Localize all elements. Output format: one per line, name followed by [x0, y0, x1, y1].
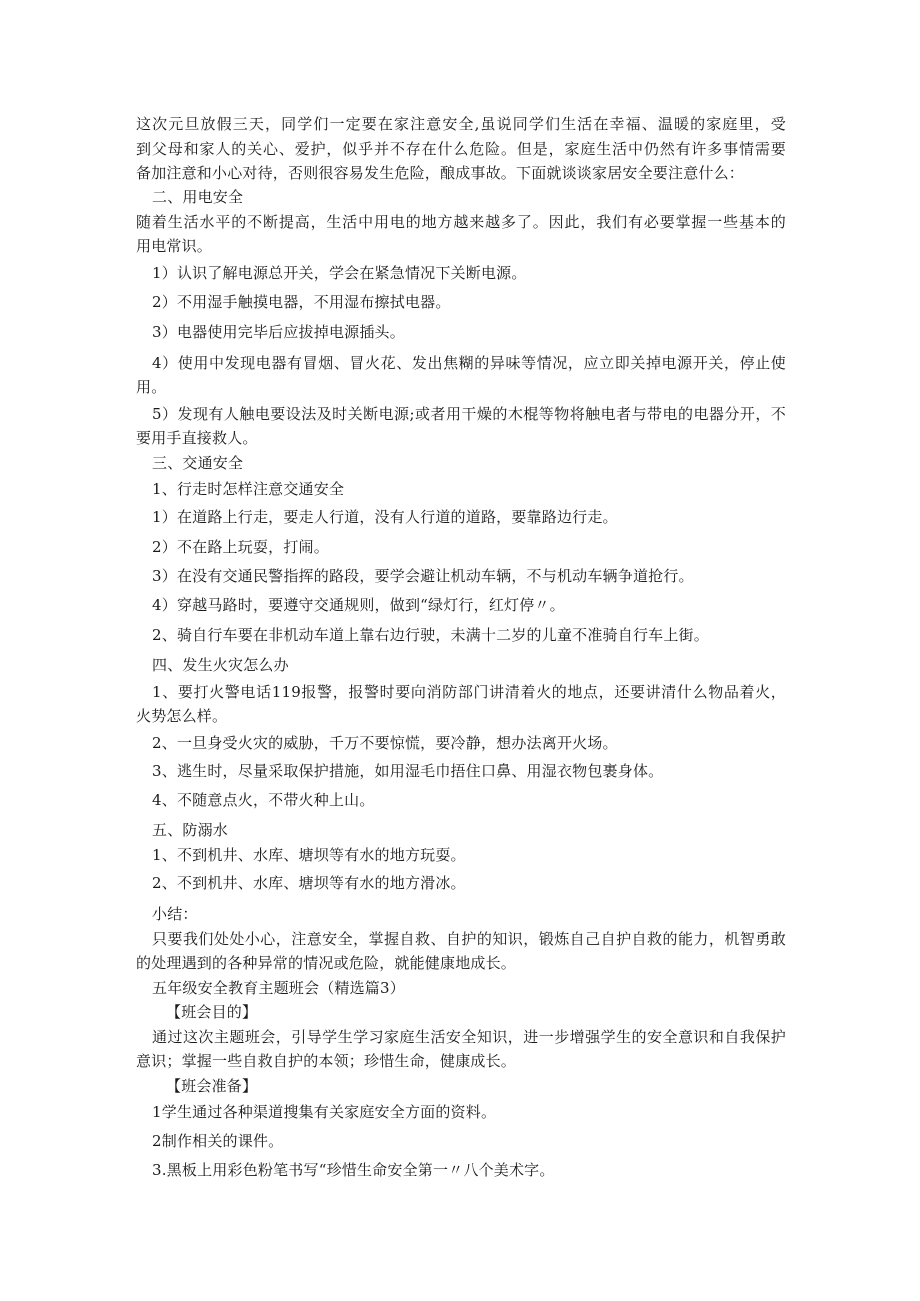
list-item: 2、不到机井、水库、塘坝等有水的地方滑冰。	[152, 874, 466, 892]
list-item: 4、不随意点火，不带火种上山。	[152, 791, 375, 809]
list-item: 5）发现有人触电要设法及时关断电源;或者用干燥的木棍等物将触电者与带电的电器分开，不	[152, 405, 786, 423]
sub-heading: 2、骑自行车要在非机动车道上靠右边行驶，未满十二岁的儿童不准骑自行车上街。	[152, 626, 709, 644]
list-item: 2制作相关的课件。	[152, 1132, 284, 1150]
paragraph-line: 随着生活水平的不断提高，生活中用电的地方越来越多了。因此，我们有必要掌握一些基本的	[136, 213, 786, 231]
list-item: 4）穿越马路时，要遵守交通规则，做到“绿灯行，红灯停〃。	[152, 596, 565, 614]
list-item-continued: 火势怎么样。	[136, 707, 228, 725]
paragraph-line: 意识；掌握一些自救自护的本领；珍惜生命，健康成长。	[136, 1052, 517, 1070]
list-item: 1学生通过各种渠道搜集有关家庭安全方面的资料。	[152, 1103, 497, 1121]
list-item-continued: 要用手直接救人。	[136, 429, 258, 447]
list-item: 1）在道路上行走，要走人行道，没有人行道的道路，要靠路边行走。	[152, 508, 618, 526]
list-item: 1、不到机井、水库、塘坝等有水的地方玩耍。	[152, 846, 466, 864]
list-item: 2）不在路上玩耍，打闹。	[152, 538, 329, 556]
section-heading: 五、防溺水	[152, 821, 229, 839]
paragraph-line: 的处理遇到的各种异常的情况或危险，就能健康地成长。	[136, 954, 517, 972]
document-title: 五年级安全教育主题班会（精选篇3）	[152, 979, 405, 997]
section-heading: 二、用电安全	[152, 188, 244, 206]
paragraph-line: 只要我们处处小心，注意安全，掌握自救、自护的知识，锻炼自己自护自救的能力，机智勇敢	[152, 930, 786, 948]
section-heading: 四、发生火灾怎么办	[152, 656, 289, 674]
paragraph-line: 这次元旦放假三天，同学们一定要在家注意安全,虽说同学们生活在幸福、温暖的家庭里，受	[136, 115, 786, 133]
list-item: 2）不用湿手触摸电器，不用湿布擦拭电器。	[152, 293, 451, 311]
list-item: 1）认识了解电源总开关，学会在紧急情况下关断电源。	[152, 264, 527, 282]
paragraph-line: 到父母和家人的关心、爱护，似乎并不存在什么危险。但是，家庭生活中仍然有许多事情需要	[136, 140, 786, 158]
list-item: 3、逃生时，尽量采取保护措施，如用湿毛巾捂住口鼻、用湿衣物包裹身体。	[152, 762, 664, 780]
paragraph-line: 备加注意和小心对待，否则很容易发生危险，酿成事故。下面就谈谈家居安全要注意什么：	[136, 164, 745, 182]
section-heading: 【班会目的】	[166, 1003, 258, 1021]
list-item-continued: 用。	[136, 378, 167, 396]
sub-heading: 1、行走时怎样注意交通安全	[152, 480, 345, 498]
list-item: 1、要打火警电话119报警，报警时要向消防部门讲清着火的地点，还要讲清什么物品着火，	[152, 683, 786, 701]
list-item: 3.黑板上用彩色粉笔书写“珍惜生命安全第一〃八个美术字。	[152, 1161, 555, 1179]
section-heading: 小结：	[152, 905, 198, 923]
section-heading: 【班会准备】	[166, 1077, 258, 1095]
list-item: 3）在没有交通民警指挥的路段，要学会避让机动车辆，不与机动车辆争道抢行。	[152, 567, 694, 585]
paragraph-line: 通过这次主题班会，引导学生学习家庭生活安全知识，进一步增强学生的安全意识和自我保护	[152, 1028, 786, 1046]
section-heading: 三、交通安全	[152, 454, 244, 472]
paragraph-line: 用电常识。	[136, 237, 213, 255]
list-item: 2、一旦身受火灾的威胁，千万不要惊慌，要冷静，想办法离开火场。	[152, 734, 618, 752]
list-item: 4）使用中发现电器有冒烟、冒火花、发出焦糊的异味等情况，应立即关掉电源开关，停止使	[152, 354, 786, 372]
list-item: 3）电器使用完毕后应拔掉电源插头。	[152, 323, 405, 341]
